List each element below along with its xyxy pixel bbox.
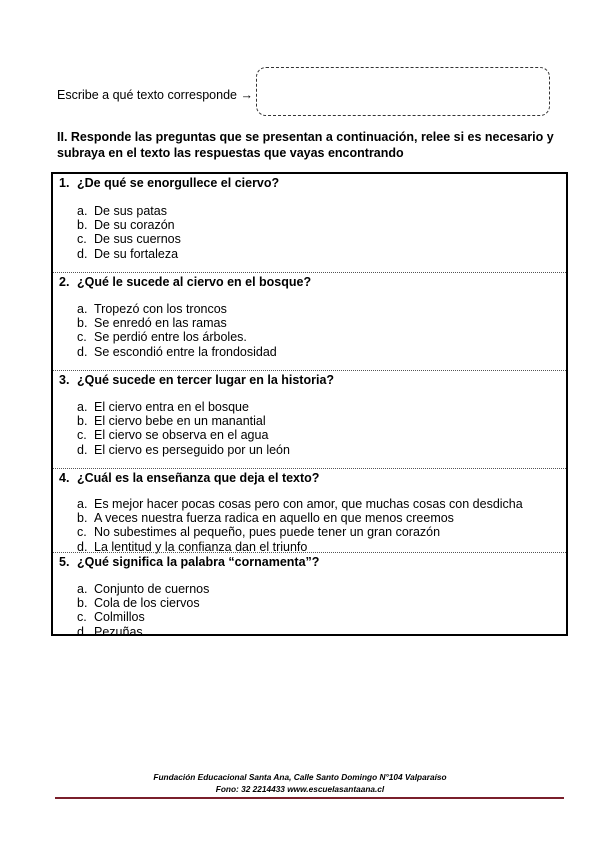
prompt-text: Escribe a qué texto corresponde	[57, 88, 237, 102]
question-4	[53, 468, 566, 553]
question-title: 2. ¿Qué le sucede al ciervo en el bosque?	[59, 275, 312, 289]
option[interactable]: a. De sus patas	[77, 204, 167, 218]
option[interactable]: c. No subestimes al pequeño, pues puede tener un gran corazón	[77, 525, 441, 540]
option[interactable]: c. De sus cuernos	[77, 232, 181, 247]
question-title: 4. ¿Cuál es la enseñanza que deja el texto?	[59, 471, 320, 485]
question-2	[53, 272, 566, 371]
option[interactable]: d. El ciervo es perseguido por un león	[77, 442, 290, 457]
question-1	[53, 174, 566, 272]
option[interactable]: d. Se escondió entre la frondosidad	[77, 344, 277, 359]
text-type-prompt	[57, 88, 253, 102]
option[interactable]: c. El ciervo se observa en el agua	[77, 428, 269, 443]
option[interactable]: b. Se enredó en las ramas	[77, 316, 227, 331]
option[interactable]: a. Conjunto de cuernos	[77, 582, 210, 596]
footer-contact: Fono: 32 2214433 www.escuelasantaana.cl	[215, 784, 385, 794]
option[interactable]: b. Cola de los ciervos	[77, 596, 200, 611]
option[interactable]: d. La lentitud y la confianza dan el triunfo	[77, 539, 308, 554]
questions-table	[51, 172, 568, 639]
question-5	[53, 552, 566, 639]
option[interactable]: c. Colmillos	[77, 610, 145, 625]
option[interactable]: a. El ciervo entra en el bosque	[77, 400, 249, 414]
section-instruction: II. Responde las preguntas que se presentan a continuación, relee si es necesario y subraya en el texto las respuestas que vayas encontrando	[57, 130, 554, 160]
option[interactable]: d. Pezuñas	[77, 624, 143, 639]
option[interactable]: a. Es mejor hacer pocas cosas pero con amor, que muchas cosas con desdicha	[77, 497, 523, 511]
question-title: 1. ¿De qué se enorgullece el ciervo?	[59, 176, 280, 190]
option[interactable]: d. De su fortaleza	[77, 246, 179, 261]
question-title: 5. ¿Qué significa la palabra “cornamenta”?	[59, 555, 320, 569]
option[interactable]: b. De su corazón	[77, 218, 175, 233]
footer-address: Fundación Educacional Santa Ana, Calle Santo Domingo N°104 Valparaíso	[153, 772, 447, 782]
question-title: 3. ¿Qué sucede en tercer lugar en la historia?	[59, 373, 335, 387]
footer-rule	[55, 797, 564, 799]
option[interactable]: c. Se perdió entre los árboles.	[77, 330, 247, 345]
answer-box[interactable]	[256, 67, 550, 116]
option[interactable]: b. El ciervo bebe en un manantial	[77, 414, 266, 429]
option[interactable]: a. Tropezó con los troncos	[77, 302, 227, 316]
option[interactable]: b. A veces nuestra fuerza radica en aquello en que menos creemos	[77, 511, 454, 526]
arrow-right-icon: →	[240, 88, 253, 102]
question-3	[53, 370, 566, 469]
